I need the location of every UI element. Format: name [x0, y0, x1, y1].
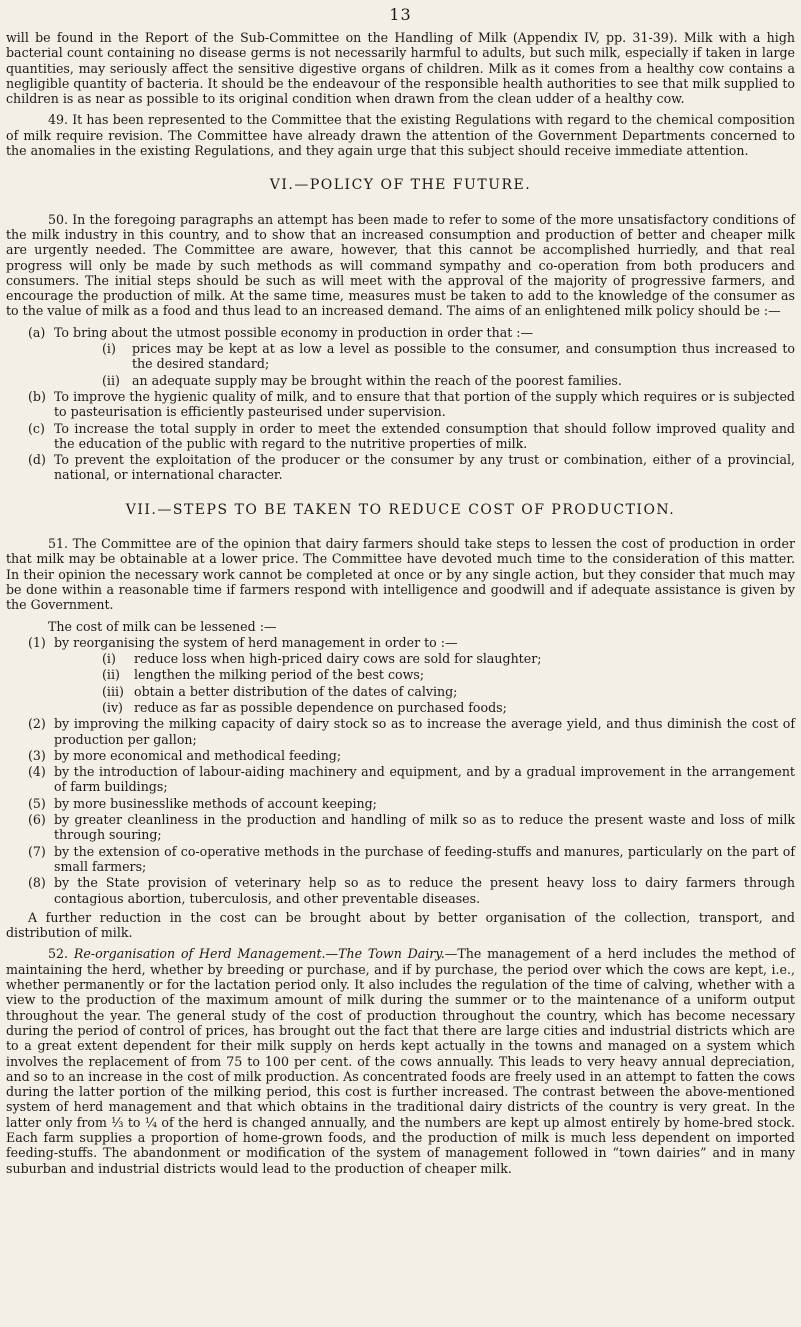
section-heading-vii: VII.—STEPS TO BE TAKEN TO REDUCE COST OF PRODUCTION.	[125, 501, 676, 518]
list-item	[6, 748, 795, 763]
list-text: To improve the hygienic quality of milk, and to ensure that that portion of the supply which requires or is subjected to pasteurisation is efficiently pasteurised under supervision.	[54, 388, 795, 420]
list-item	[6, 684, 795, 699]
list-item	[6, 716, 795, 747]
list-label: (ii)	[102, 667, 120, 683]
list-label: (i)	[102, 341, 116, 357]
list-item	[6, 421, 795, 452]
list-label: (5)	[28, 795, 46, 811]
list-item	[6, 452, 795, 483]
list-item	[6, 700, 795, 715]
intro-paragraph: will be found in the Report of the Sub-Committee on the Handling of Milk (Appendix IV, pp. 31-39). Milk with a high bacterial count containing no disease germs is not necessarily harmful to adults, but such milk, especially if taken in large quantities, may seriously affect the sensitive digestive organs of children. Milk as it comes from a healthy cow contains a negligible quantity of bacteria. It should be the endeavour of the responsible health authorities to see that milk supplied to children is as near as possible to its original condition when drawn from the clean udder of a healthy cow.	[6, 30, 795, 107]
list-text: by the extension of co-operative methods in the purchase of feeding-stuffs and manures, particularly on the part of small farmers;	[54, 843, 795, 874]
list-label: (c)	[28, 420, 45, 436]
list-item	[6, 373, 795, 388]
list-text: by the introduction of labour-aiding machinery and equipment, and by a gradual improvement in the arrangement of farm buildings;	[54, 764, 795, 795]
list-text: reduce loss when high-priced dairy cows are sold for slaughter;	[134, 651, 542, 667]
list-text: prices may be kept at as low a level as possible to the consumer, and consumption thus increased to the desired standard;	[132, 341, 795, 372]
list-item	[6, 325, 795, 340]
list-label: (ii)	[102, 372, 120, 388]
list-item	[6, 844, 795, 875]
list-text: reduce as far as possible dependence on purchased foods;	[134, 699, 507, 715]
list-item	[6, 764, 795, 795]
further-reduction-paragraph: A further reduction in the cost can be brought about by better organisation of the collection, transport, and distribution of milk.	[6, 909, 795, 941]
list-text: by more businesslike methods of account keeping;	[54, 795, 377, 811]
list-label: (2)	[28, 716, 46, 732]
list-label: (iv)	[102, 699, 123, 715]
list-item	[6, 875, 795, 906]
paragraph-50: 50. In the foregoing paragraphs an attempt has been made to refer to some of the more unsatisfactory conditions of the milk industry in this country, and to show that an increased consumption and production of better and cheaper milk are urgently needed. The Committee are aware, however, that this cannot be accomplished hurriedly, and that real progress will only be made by such methods as will command sympathy and co-operation from both producers and consumers. The initial steps should be such as will meet with the approval of the majority of progressive farmers, and encourage the production of milk. At the same time, measures must be taken to add to the knowledge of the consumer as to the value of milk as a food and thus lead to an increased demand. The aims of an enlightened milk policy should be :—	[6, 211, 795, 319]
list-label: (iii)	[102, 683, 124, 699]
list-item	[6, 651, 795, 666]
cost-measures-list	[6, 635, 795, 906]
list-label: (1)	[28, 634, 46, 650]
cost-intro: The cost of milk can be lessened :—	[48, 618, 277, 634]
list-label: (4)	[28, 764, 46, 780]
list-label: (6)	[28, 812, 46, 828]
list-text: by more economical and methodical feeding;	[54, 747, 342, 763]
aims-list	[6, 325, 795, 483]
paragraph-52	[6, 946, 795, 1175]
paragraph-52-number: 52.	[48, 946, 69, 962]
list-label: (8)	[28, 875, 46, 891]
section-heading-vi: VI.—POLICY OF THE FUTURE.	[269, 177, 532, 194]
list-item	[6, 796, 795, 811]
list-item	[6, 389, 795, 420]
list-item	[6, 812, 795, 843]
list-item	[6, 341, 795, 372]
list-label: (3)	[28, 747, 46, 763]
list-text: by reorganising the system of herd management in order to :—	[54, 634, 458, 650]
list-text: lengthen the milking period of the best cows;	[134, 667, 425, 683]
paragraph-49: 49. It has been represented to the Committee that the existing Regulations with regard to the chemical composition of milk require revision. The Committee have already drawn the attention of the Government Departments concerned to the anomalies in the existing Regulations, and they again urge that this subject should receive immediate attention.	[6, 112, 795, 159]
list-item	[6, 667, 795, 682]
list-label: (d)	[28, 452, 46, 468]
list-label: (7)	[28, 843, 46, 859]
list-text: by improving the milking capacity of dairy stock so as to increase the average yield, and thus diminish the cost of production per gallon;	[54, 716, 795, 747]
list-item	[6, 635, 795, 650]
list-label: (a)	[28, 324, 46, 340]
list-label: (i)	[102, 651, 116, 667]
paragraph-52-body: —The management of a herd includes the method of maintaining the herd, whether by breeding or purchase, and if by purchase, the period over which the cows are kept, i.e., whether permanently or for the lactation period only. It also includes the regulation of the time of calving, whether with a view to the production of the maximum amount of milk during the summer or to the maintenance of a uniform output throughout the year. The general study of the cost of production throughout the country, which has become necessary during the period of control of prices, has brought out the fact that there are large cities and industrial districts which are to a great extent dependent for their milk supply on herds kept actually in the towns and managed on a system which involves the replacement of from 75 to 100 per cent. of the cows annually. This leads to very heavy annual depreciation, and so to an increase in the cost of milk production. As concentrated foods are freely used in an attempt to fatten the cows during the latter portion of the milking period, this cost is further increased. The contrast between the above-mentioned system of herd management and that which obtains in the traditional dairy districts of the country is very great. In the latter only from ⅓ to ¼ of the herd is changed annually, and the numbers are kept up almost entirely by home-bred stock. Each farm supplies a proportion of home-grown foods, and the production of milk is much less dependent on imported feeding-stuffs. The abandonment or modification of the system of management followed in “town dairies” and in many suburban and industrial districts would lead to the production of cheaper milk.	[6, 946, 795, 1176]
paragraph-52-title: Re-organisation of Herd Management.—The Town Dairy.	[73, 946, 445, 962]
list-text: by greater cleanliness in the production and handling of milk so as to reduce the present waste and loss of milk through souring;	[54, 812, 795, 843]
list-text: To prevent the exploitation of the producer or the consumer by any trust or combination, either of a provincial, national, or international character.	[54, 452, 795, 483]
list-text: To increase the total supply in order to meet the extended consumption that should follow improved quality and the education of the public with regard to the nutritive properties of milk.	[54, 420, 795, 451]
list-text: obtain a better distribution of the dates of calving;	[134, 683, 458, 699]
paragraph-51: 51. The Committee are of the opinion that dairy farmers should take steps to lessen the cost of production in order that milk may be obtainable at a lower price. The Committee have devoted much time to the consideration of this matter. In their opinion the necessary work cannot be completed at once or by any single action, but they consider that much may be done within a reasonable time if farmers respond with intelligence and goodwill and if adequate assistance is given by the Government.	[6, 536, 795, 613]
page-number: 13	[389, 5, 412, 24]
list-label: (b)	[28, 388, 46, 404]
list-text: To bring about the utmost possible economy in production in order that :—	[54, 324, 534, 340]
list-text: by the State provision of veterinary help so as to reduce the present heavy loss to dairy farmers through contagious abortion, tuberculosis, and other preventable diseases.	[54, 875, 795, 906]
list-text: an adequate supply may be brought within the reach of the poorest families.	[132, 372, 622, 388]
